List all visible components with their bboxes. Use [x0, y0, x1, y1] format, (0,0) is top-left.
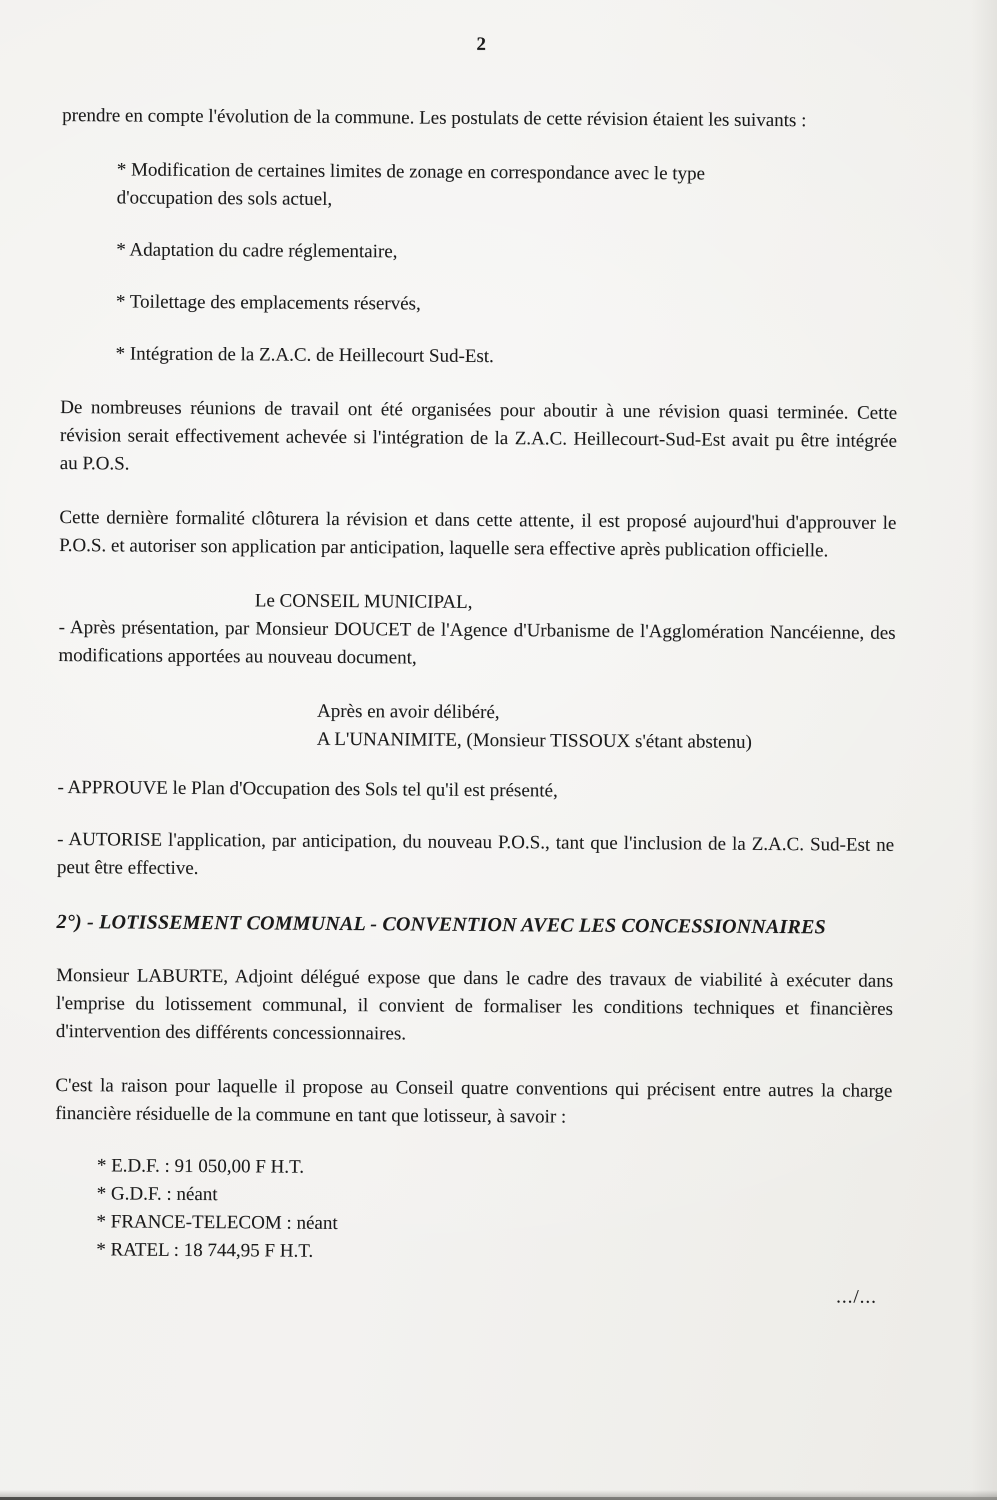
list-item: * E.D.F. : 91 050,00 F H.T.	[96, 1155, 305, 1178]
list-item: * Adaptation du cadre réglementaire,	[116, 239, 398, 263]
section-2-heading: 2°) - LOTISSEMENT COMMUNAL - CONVENTION AVEC LES CONCESSIONNAIRES	[56, 910, 826, 939]
list-item: * G.D.F. : néant	[96, 1183, 218, 1206]
list-item: * Intégration de la Z.A.C. de Heillecourt Sud-Est.	[115, 343, 494, 368]
delibere-line: Après en avoir délibéré,	[316, 700, 500, 724]
list-item: * RATEL : 18 744,95 F H.T.	[96, 1239, 314, 1262]
scan-edge-shade-right	[971, 0, 997, 1500]
paragraph-formalite: Cette dernière formalité clôturera la révision et dans cette attente, il est proposé aujourd'hui d'approuver le P.O.S. et autoriser son application par anticipation, laquelle sera effective après publication officielle.	[59, 506, 897, 562]
document-content	[54, 0, 900, 1312]
paragraph-laburte: Monsieur LABURTE, Adjoint délégué expose que dans le cadre des travaux de viabilité à exécuter dans l'emprise du lotissement communal, il convient de formaliser les conditions techniques et financières d'intervention des différents concessionnaires.	[55, 964, 894, 1045]
list-item: * Toilettage des emplacements réservés,	[115, 291, 421, 315]
list-item: * FRANCE-TELECOM : néant	[96, 1211, 338, 1234]
autorise-paragraph: - AUTORISE l'application, par anticipation, du nouveau P.O.S., tant que l'inclusion de la Z.A.C. Sud-Est ne peut être effective.	[56, 828, 895, 879]
unanimite-line: A L'UNANIMITE, (Monsieur TISSOUX s'étant abstenu)	[316, 728, 752, 753]
paragraph-presentation: - Après présentation, par Monsieur DOUCET de l'Agence d'Urbanisme de l'Agglomération Nancéienne, des modifications apportées au nouveau document,	[58, 616, 896, 669]
paragraph-intro: prendre en compte l'évolution de la commune. Les postulats de cette révision étaient les suivants :	[62, 104, 807, 132]
page-number: 2	[476, 33, 487, 55]
revision-bullet-list	[60, 156, 898, 374]
conseil-municipal-line: Le CONSEIL MUNICIPAL,	[254, 590, 473, 613]
concession-list	[54, 1152, 892, 1270]
continuation-mark: .../...	[836, 1286, 878, 1308]
paragraph-reunions: De nombreuses réunions de travail ont été organisées pour aboutir à une révision quasi terminée. Cette révision serait effectivement achevée si l'intégration de la Z.A.C. Heillecourt-Sud-Est avait pu être intégrée au P.O.S.	[59, 396, 898, 475]
approuve-line: - APPROUVE le Plan d'Occupation des Sols tel qu'il est présenté,	[57, 776, 558, 802]
paragraph-conventions: C'est la raison pour laquelle il propose au Conseil quatre conventions qui précisent entre autres la charge financière résiduelle de la commune en tant que lotisseur, à savoir :	[55, 1074, 893, 1128]
list-item: * Modification de certaines limites de zonage en correspondance avec le type d'occupation des sols actuel,	[116, 159, 706, 210]
